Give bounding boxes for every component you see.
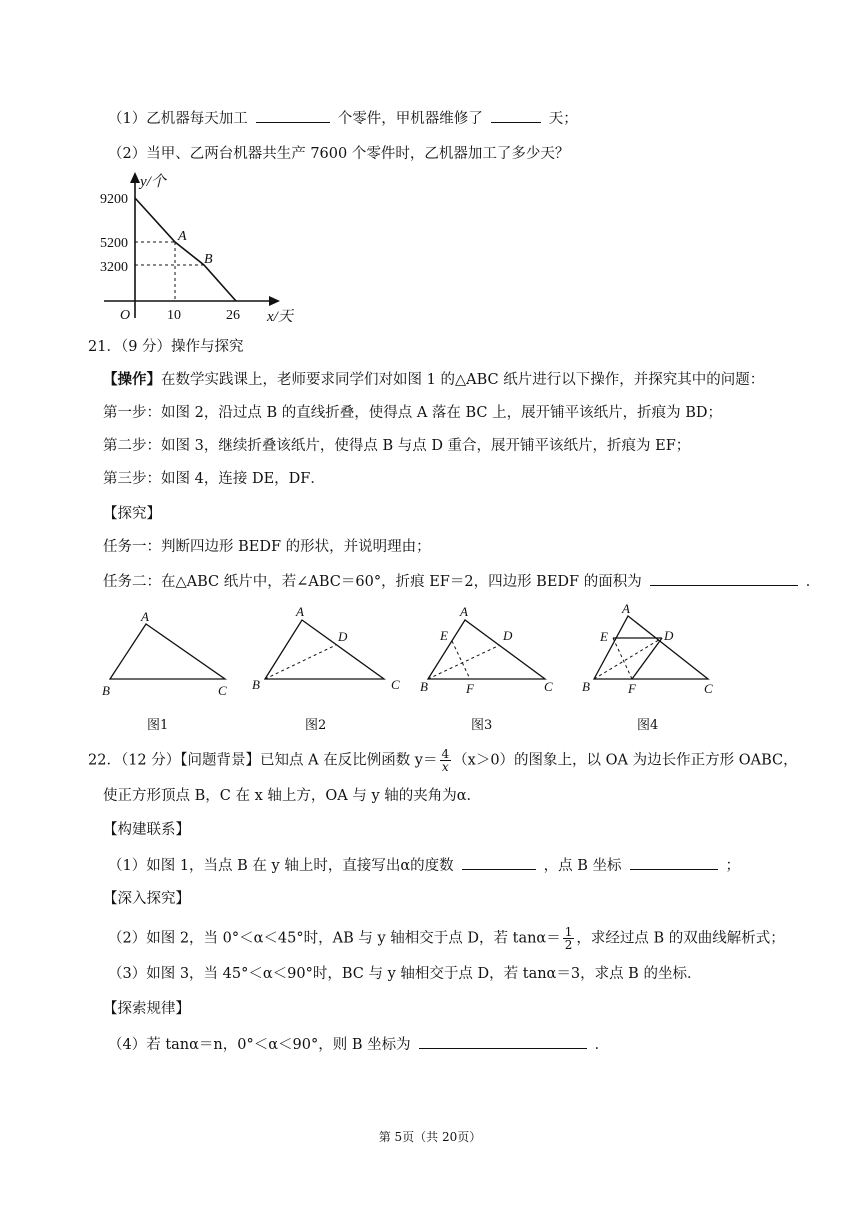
fig2-label-d: D <box>338 629 348 644</box>
caption-fig4: 图4 <box>637 718 659 733</box>
point-a-label: A <box>178 229 187 244</box>
q21-step2: 第二步：如图 3，继续折叠该纸片，使得点 B 与点 D 重合，展开铺平该纸片，折痕为 EF； <box>103 438 691 454</box>
caption-fig3: 图3 <box>471 718 493 733</box>
triangle-figures <box>0 600 860 720</box>
fig4-label-d: D <box>664 628 674 643</box>
caption-fig2: 图2 <box>305 718 327 733</box>
fig1-label-b: B <box>102 683 110 698</box>
origin-label: O <box>120 308 131 323</box>
q22-deep-header: 【深入探究】 <box>103 891 190 907</box>
q20-part2: （2）当甲、乙两台机器共生产 7600 个零件时，乙机器加工了多少天？ <box>108 146 570 162</box>
q21-explore-header: 【探究】 <box>103 506 161 522</box>
line-graph <box>0 0 860 330</box>
fraction-1-over-2: $\frac{1}{2}$ <box>564 925 573 952</box>
fig3-label-c: C <box>544 679 553 694</box>
fig4-crease-ef <box>613 638 632 679</box>
answer-blank[interactable] <box>419 1034 587 1049</box>
q21-operation: 【操作】在数学实践课上，老师要求同学们对如图 1 的△ABC 纸片进行以下操作，并探究其中的问题： <box>103 371 765 388</box>
answer-blank[interactable] <box>650 571 798 586</box>
q22-line2: 使正方形顶点 B，C 在 x 轴上方，OA 与 y 轴的夹角为α． <box>103 788 482 804</box>
y-tick-9200: 9200 <box>100 192 128 207</box>
q21-task1: 任务一：判断四边形 BEDF 的形状，并说明理由； <box>103 539 431 555</box>
fig4-label-a: A <box>622 601 630 616</box>
fig4-label-c: C <box>704 681 713 696</box>
fig3-label-b: B <box>420 679 428 694</box>
point-b-label: B <box>204 252 213 267</box>
q22-part4: （4）若 tanα＝n，0°＜α＜90°，则 B 坐标为 ． <box>108 1034 609 1055</box>
fig2-label-b: B <box>252 677 260 692</box>
fig1-triangle <box>110 624 225 679</box>
q20-part1: （1）乙机器每天加工 个零件，甲机器维修了 天； <box>108 108 578 129</box>
fig4-label-f: F <box>628 681 636 696</box>
q22-part2: （2）如图 2，当 0°＜α＜45°时，AB 与 y 轴相交于点 D，若 tanα＝ $\frac{1}{2}$ ，求经过点 B 的双曲线解析式； <box>108 925 785 952</box>
fraction-4-over-x: $\frac{4}{x}$ <box>441 747 450 774</box>
series-line <box>135 198 236 301</box>
q21-title: 21．（9 分）操作与探究 <box>88 339 244 355</box>
fig1-label-c: C <box>218 683 227 698</box>
x-tick-10: 10 <box>167 308 181 323</box>
x-tick-26: 26 <box>226 308 240 323</box>
x-axis-arrow <box>269 296 280 306</box>
q22-title: 22．（12 分）【问题背景】已知点 A 在反比例函数 y＝ $\frac{4}{x}$ （x＞0）的图象上，以 OA 为边长作正方形 OABC， <box>88 747 798 774</box>
y-axis-arrow <box>130 172 140 183</box>
fig4-triangle <box>594 616 708 679</box>
y-tick-5200: 5200 <box>100 236 128 251</box>
fig1-label-a: A <box>141 609 149 624</box>
q22-build-header: 【构建联系】 <box>103 822 190 838</box>
q21-task2: 任务二：在△ABC 纸片中，若∠ABC＝60°，折痕 EF＝2，四边形 BEDF 的面积为 ． <box>103 571 820 592</box>
page-footer: 第 5页（共 20页） <box>378 1130 482 1144</box>
x-axis-label: x/天 <box>267 309 293 325</box>
q22-part3: （3）如图 3，当 45°＜α＜90°时，BC 与 y 轴相交于点 D，若 tanα＝3，求点 B 的坐标． <box>108 966 702 982</box>
fig3-label-e: E <box>440 628 448 643</box>
fig3-label-d: D <box>503 628 513 643</box>
answer-blank[interactable] <box>462 855 536 870</box>
q21-step3: 第三步：如图 4，连接 DE，DF． <box>103 471 325 487</box>
fig4-label-e: E <box>600 629 608 644</box>
y-tick-3200: 3200 <box>100 260 128 275</box>
fig2-label-c: C <box>391 677 400 692</box>
q22-part1: （1）如图 1，当点 B 在 y 轴上时，直接写出α的度数 ，点 B 坐标 ； <box>108 855 740 876</box>
q22-rule-header: 【探索规律】 <box>103 1001 190 1017</box>
y-axis-label: y/个 <box>140 174 166 190</box>
fig2-label-a: A <box>296 604 304 619</box>
fig4-segment-df <box>632 638 662 679</box>
fig4-crease-bd <box>594 638 662 679</box>
caption-fig1: 图1 <box>147 718 169 733</box>
answer-blank[interactable] <box>630 855 718 870</box>
q21-step1: 第一步：如图 2，沿过点 B 的直线折叠，使得点 A 落在 BC 上，展开铺平该纸片，折痕为 BD； <box>103 405 723 421</box>
fig4-label-b: B <box>582 679 590 694</box>
fig3-label-a: A <box>460 604 468 619</box>
fig3-label-f: F <box>466 681 474 696</box>
